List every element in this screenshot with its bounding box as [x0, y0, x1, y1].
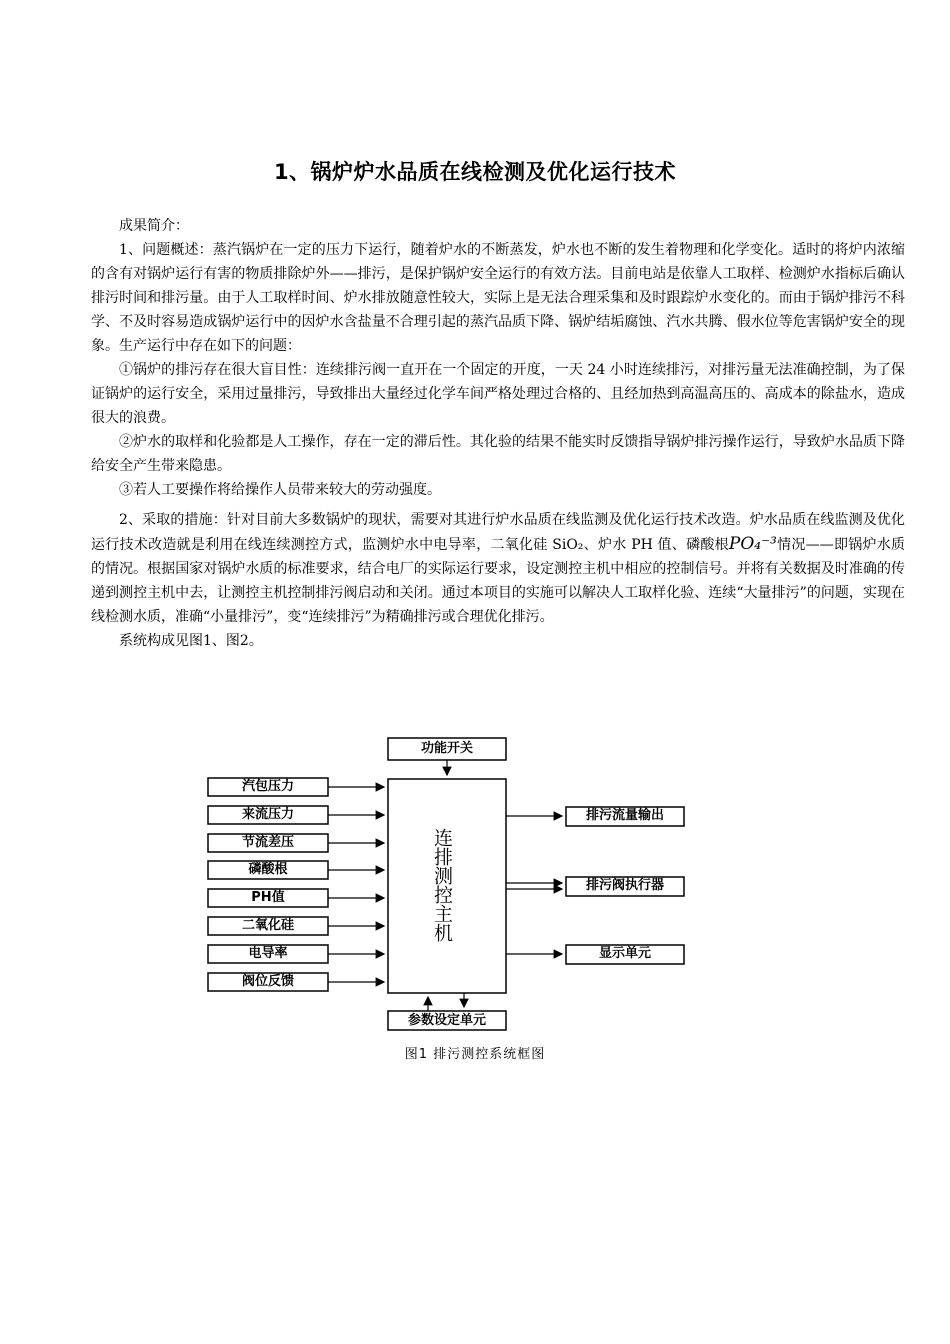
page-title: 1、锅炉炉水品质在线检测及优化运行技术 — [273, 160, 677, 184]
paragraph-issue-2: ②炉水的取样和化验都是人工操作，存在一定的滞后性。其化验的结果不能实时反馈指导锅炉排污操作运行，导致炉水品质下降给安全产生带来隐患。 — [91, 434, 905, 474]
paragraph-issue-1: ①锅炉的排污存在很大盲目性：连续排污阀一直开在一个固定的开度，一天 24 小时连续排污，对排污量无法准确控制，为了保证锅炉的运行安全，采用过量排污，导致排出大量经过化学车间严格处理过合格的、且经加热到高温高压的、高成本的除盐水，造成很大的浪费。 — [91, 362, 905, 426]
input-conductivity: 电导率 — [248, 946, 288, 961]
phosphate-formula: PO₄⁻³ — [728, 534, 777, 554]
paragraph-measures — [91, 508, 905, 629]
paragraph-measures-part2: 情况——即锅炉水质的情况。根据国家对锅炉水质的标准要求，结合电厂的实际运行要求，设定测控主机中相应的控制信号。并将有关数据及时准确的传递到测控主机中去，让测控主机控制排污阀启动和关闭。通过本项目的实施可以解决人工取样化验、连续“大量排污”的问题，实现在线检测水质，准确“小量排污”，变“连续排污”为精确排污或合理优化排污。 — [91, 537, 906, 625]
paragraph-issue-3: ③若人工要操作将给操作人员带来较大的劳动强度。 — [119, 482, 441, 498]
input-throttle-diff-pressure: 节流差压 — [241, 835, 294, 850]
input-drum-pressure: 汽包压力 — [241, 779, 294, 794]
input-silica: 二氧化硅 — [241, 918, 294, 933]
main-controller-label: 连排测控主机 — [431, 828, 453, 942]
system-block-diagram — [0, 733, 950, 1073]
parameter-setting-label: 参数设定单元 — [407, 1013, 486, 1028]
paragraph-measures-part1: 2、采取的措施：针对目前大多数锅炉的现状，需要对其进行炉水品质在线监测及优化运行技术改造。炉水品质在线监测及优化运行技术改造就是利用在线连续测控方式，监测炉水中电导率，二氧化硅 SiO₂、炉水 PH 值、磷酸根 — [91, 512, 905, 553]
function-switch-label: 功能开关 — [420, 741, 473, 756]
input-ph-value: PH值 — [251, 890, 285, 905]
document-body — [91, 214, 905, 653]
output-display-unit: 显示单元 — [598, 946, 651, 961]
input-incoming-pressure: 来流压力 — [241, 807, 294, 822]
figure-caption: 图1 排污测控系统框图 — [404, 1047, 546, 1062]
input-valve-feedback: 阀位反馈 — [241, 974, 294, 989]
input-phosphate: 磷酸根 — [248, 862, 288, 877]
paragraph-system-ref: 系统构成见图1、图2。 — [119, 633, 263, 649]
intro-heading: 成果简介： — [119, 218, 189, 234]
paragraph-problem-overview: 1、问题概述：蒸汽锅炉在一定的压力下运行，随着炉水的不断蒸发，炉水也不断的发生着物理和化学变化。适时的将炉内浓缩的含有对锅炉运行有害的物质排除炉外——排污，是保护锅炉安全运行的有效方法。目前电站是依靠人工取样、检测炉水指标后确认排污时间和排污量。由于人工取样时间、炉水排放随意性较大，实际上是无法合理采集和及时跟踪炉水变化的。而由于锅炉排污不科学、不及时容易造成锅炉运行中的因炉水含盐量不合理引起的蒸汽品质下降、锅炉结垢腐蚀、汽水共腾、假水位等危害锅炉安全的现象。生产运行中存在如下的问题： — [91, 242, 905, 354]
output-valve-actuator: 排污阀执行器 — [585, 878, 664, 893]
output-blowdown-flow: 排污流量输出 — [585, 808, 664, 823]
